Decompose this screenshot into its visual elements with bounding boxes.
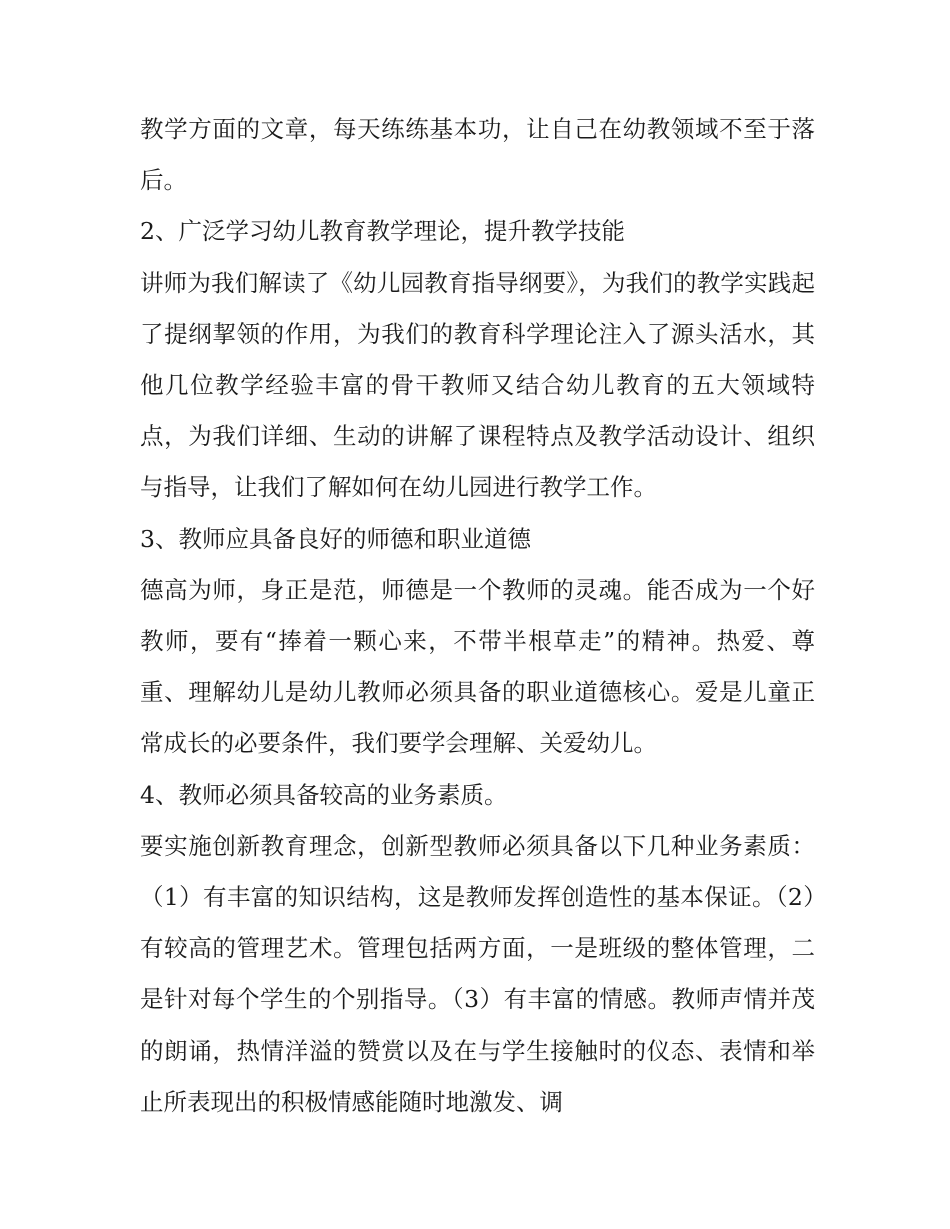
paragraph-section-2: 讲师为我们解读了《幼儿园教育指导纲要》，为我们的教学实践起了提纲挈领的作用，为我们的教育科学理论注入了源头活水，其他几位教学经验丰富的骨干教师又结合幼儿教育的五大领域特点，为我们详细、生动的讲解了课程特点及教学活动设计、组织与指导，让我们了解如何在幼儿园进行教学工作。: [140, 268, 815, 502]
paragraph-section-4: 要实施创新教育理念，创新型教师必须具备以下几种业务素质：（1）有丰富的知识结构，这是教师发挥创造性的基本保证。（2）有较高的管理艺术。管理包括两方面，一是班级的整体管理，二是针对每个学生的个别指导。（3）有丰富的情感。教师声情并茂的朗诵，热情洋溢的赞赏以及在与学生接触时的仪态、表情和举止所表现出的积极情感能随时地激发、调: [140, 831, 815, 1116]
section-heading-2: 2、广泛学习幼儿教育教学理论，提升教学技能: [140, 217, 625, 246]
section-heading-3: 3、教师应具备良好的师德和职业道德: [140, 524, 531, 553]
document-body: [140, 104, 815, 1128]
paragraph-section-3: 德高为师，身正是范，师德是一个教师的灵魂。能否成为一个好教师，要有“捧着一颗心来，不带半根草走”的精神。热爱、尊重、理解幼儿是幼儿教师必须具备的职业道德核心。爱是儿童正常成长的必要条件，我们要学会理解、关爱幼儿。: [140, 575, 815, 758]
paragraph-continuation: 教学方面的文章，每天练练基本功，让自己在幼教领域不至于落后。: [140, 115, 815, 195]
section-heading-4: 4、教师必须具备较高的业务素质。: [140, 780, 508, 809]
